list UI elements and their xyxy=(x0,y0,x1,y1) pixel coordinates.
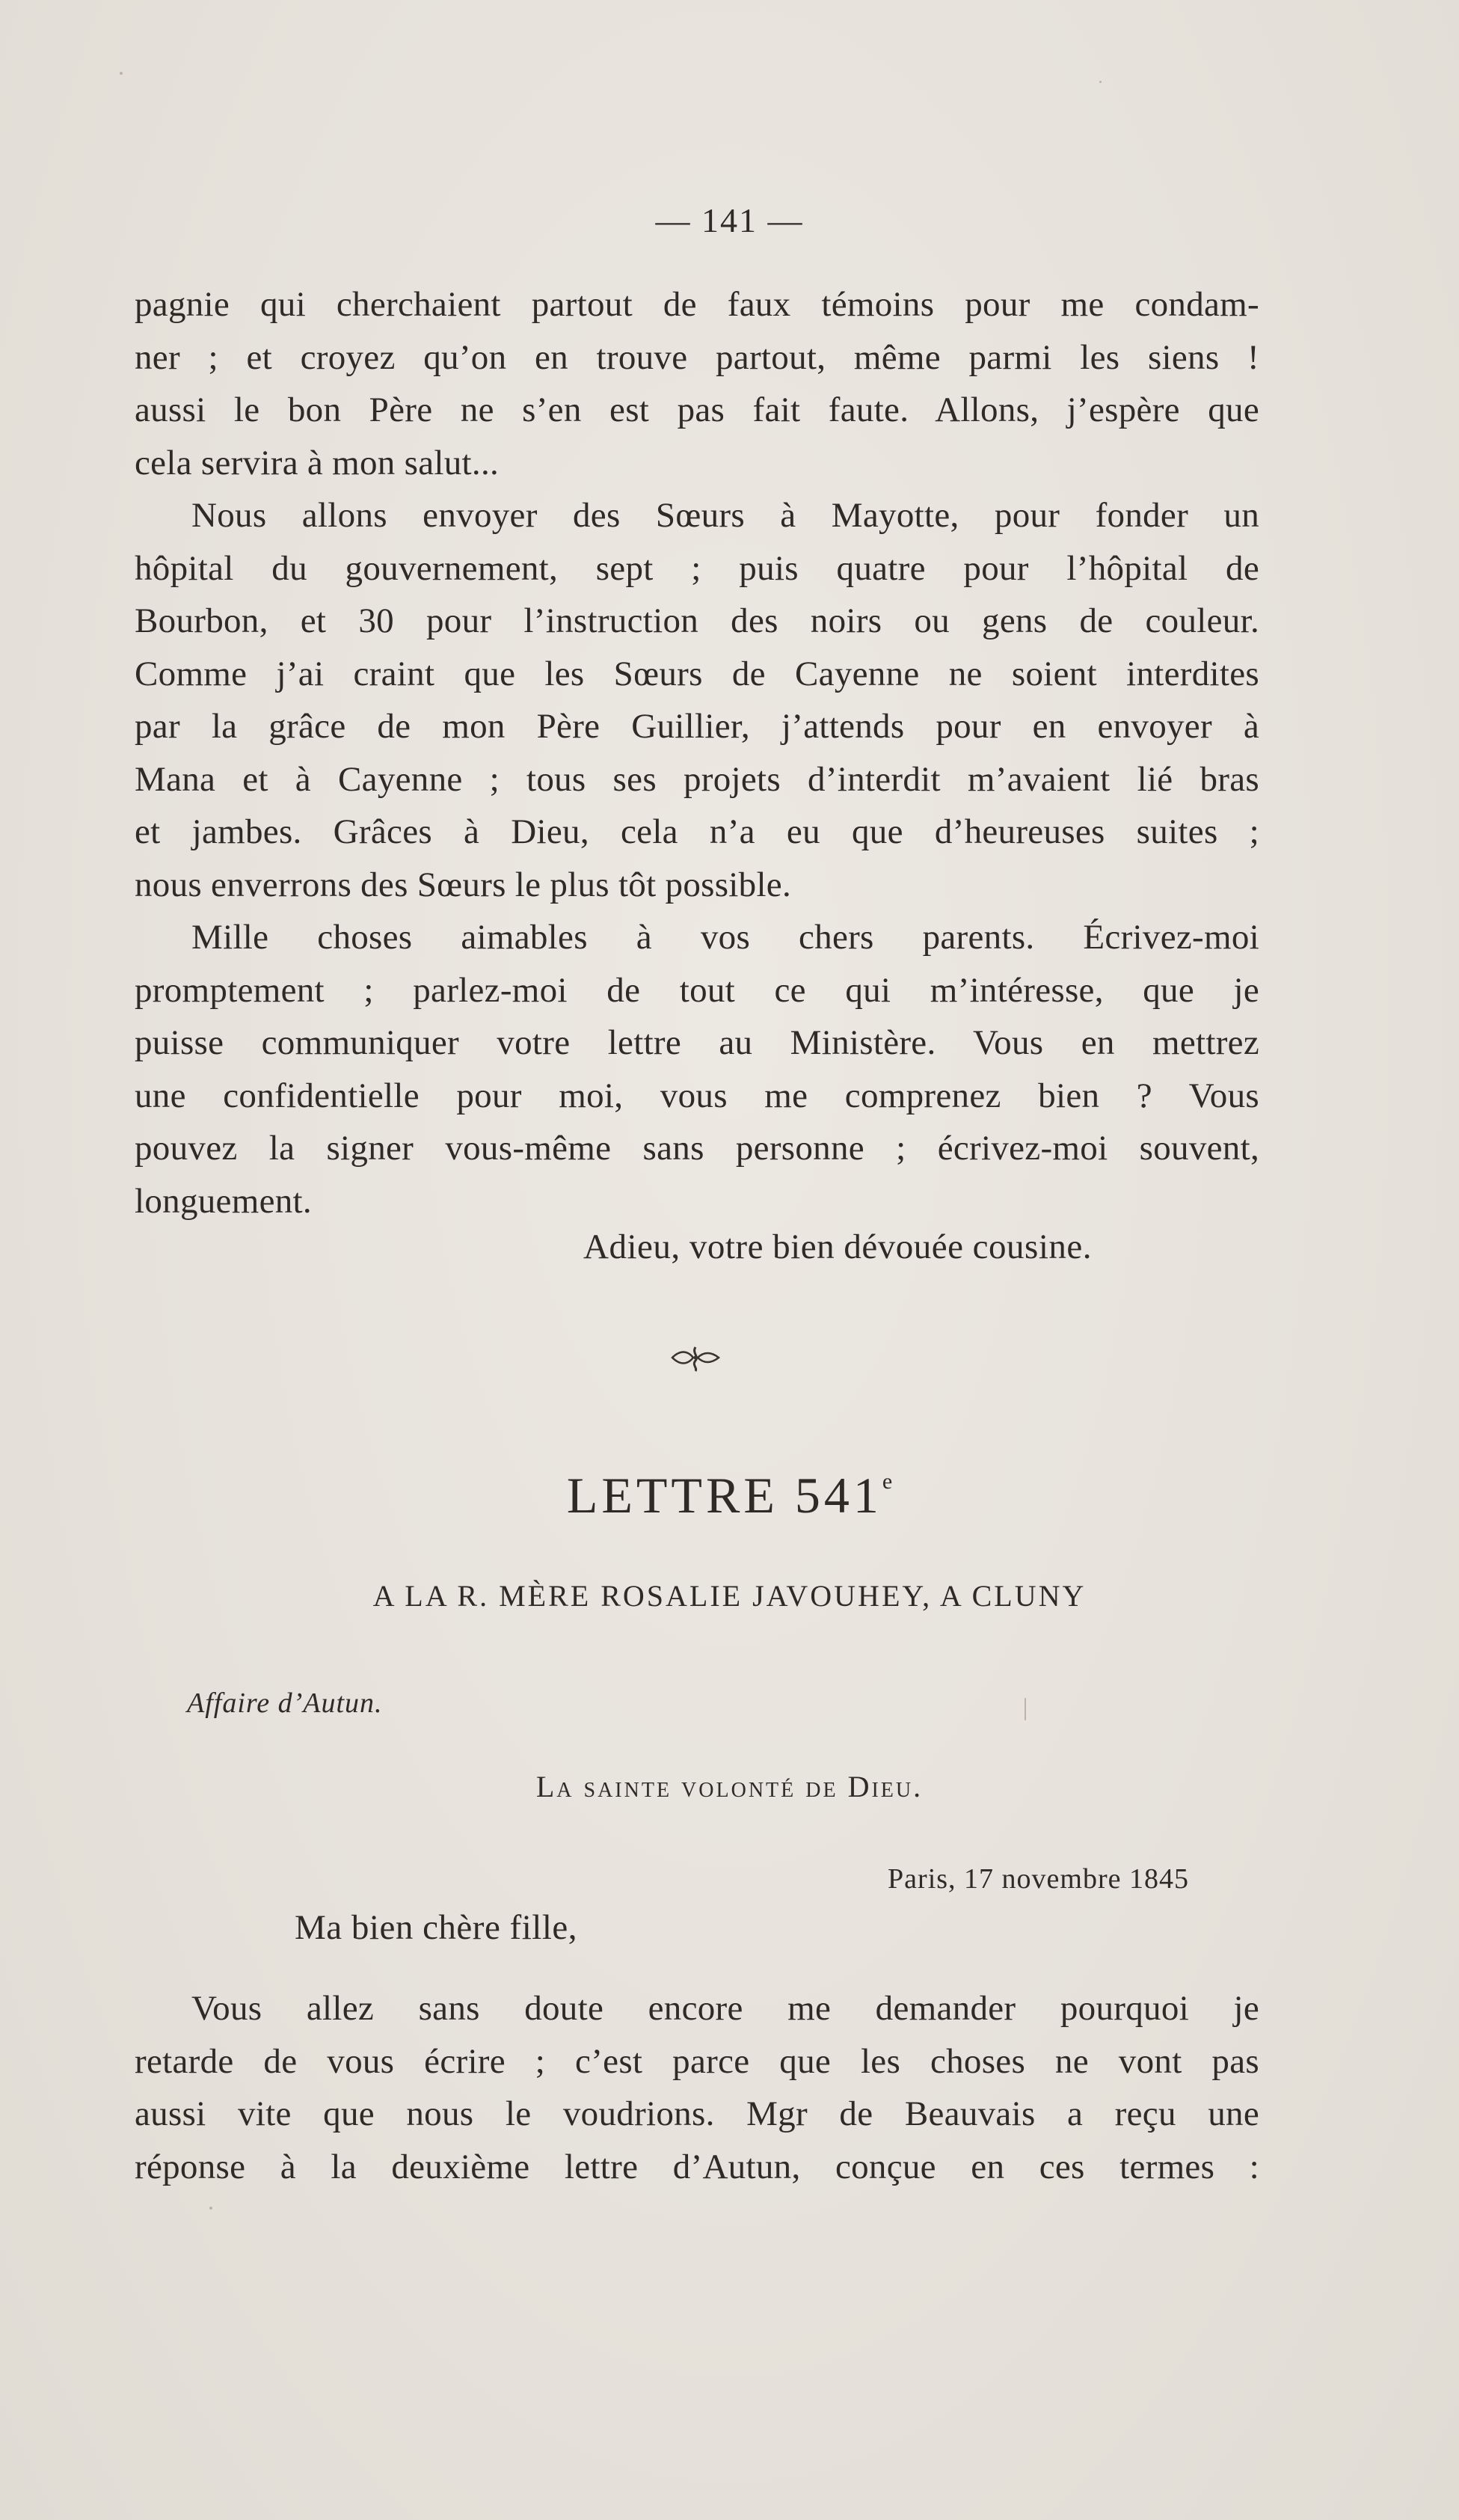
letter-subject: Affaire d’Autun. xyxy=(187,1687,383,1719)
letter-title xyxy=(0,1466,1459,1525)
text-line: Comme j’ai craint que les Sœurs de Cayenne ne soient interdites xyxy=(135,654,1259,693)
text-line: une confidentielle pour moi, vous me comprenez bien ? Vous xyxy=(135,1076,1259,1115)
fleuron-ornament-icon xyxy=(669,1343,722,1373)
letter-motto: La sainte volonté de Dieu. xyxy=(535,1770,924,1803)
paper-speck xyxy=(1099,81,1102,83)
letter-title-superscript: e xyxy=(882,1469,893,1494)
continued-paragraph-3 xyxy=(135,911,1259,1227)
text-line: aussi vite que nous le voudrions. Mgr de Beauvais a reçu une xyxy=(135,2094,1259,2133)
text-line: retarde de vous écrire ; c’est parce que les choses ne vont pas xyxy=(135,2041,1259,2081)
paper-speck xyxy=(209,2207,212,2210)
text-line: aussi le bon Père ne s’en est pas fait faute. Allons, j’espère que xyxy=(135,390,1259,429)
paper-speck xyxy=(1025,1698,1026,1720)
letter-dateline: Paris, 17 novembre 1845 xyxy=(888,1863,1189,1895)
letter-title-text: LETTRE 541 xyxy=(566,1467,882,1524)
text-line: hôpital du gouvernement, sept ; puis quatre pour l’hôpital de xyxy=(135,548,1259,588)
text-line: pagnie qui cherchaient partout de faux témoins pour me condam- xyxy=(135,285,1259,324)
letter-addressee: A LA R. MÈRE ROSALIE JAVOUHEY, A CLUNY xyxy=(372,1579,1087,1613)
letter-salutation: Ma bien chère fille, xyxy=(295,1908,577,1947)
text-line: Nous allons envoyer des Sœurs à Mayotte, pour fonder un xyxy=(191,496,1259,535)
text-line: pouvez la signer vous-même sans personne ; écrivez-moi souvent, xyxy=(135,1129,1259,1168)
text-line: nous enverrons des Sœurs le plus tôt possible. xyxy=(135,865,792,904)
text-line: ner ; et croyez qu’on en trouve partout, même parmi les siens ! xyxy=(135,337,1259,377)
text-line: réponse à la deuxième lettre d’Autun, conçue en ces termes : xyxy=(135,2147,1259,2186)
text-line: cela servira à mon salut... xyxy=(135,443,500,482)
text-line: Mille choses aimables à vos chers parents. Écrivez-moi xyxy=(191,918,1259,957)
new-letter-paragraph-1 xyxy=(135,1982,1259,2193)
text-line: longuement. xyxy=(135,1181,312,1221)
page-number: — 141 — xyxy=(655,201,804,239)
continued-paragraph-1 xyxy=(135,278,1259,489)
text-line: et jambes. Grâces à Dieu, cela n’a eu que d’heureuses suites ; xyxy=(135,812,1259,851)
paper-speck xyxy=(120,72,123,75)
text-line: Mana et à Cayenne ; tous ses projets d’interdit m’avaient lié bras xyxy=(135,759,1259,799)
text-line: promptement ; parlez-moi de tout ce qui m’intéresse, que je xyxy=(135,970,1259,1010)
text-line: Vous allez sans doute encore me demander pourquoi je xyxy=(191,1989,1259,2028)
text-line: Bourbon, et 30 pour l’instruction des noirs ou gens de couleur. xyxy=(135,601,1259,640)
text-line: puisse communiquer votre lettre au Ministère. Vous en mettrez xyxy=(135,1023,1259,1062)
continued-paragraph-2 xyxy=(135,489,1259,911)
signoff: Adieu, votre bien dévouée cousine. xyxy=(583,1227,1093,1266)
text-line: par la grâce de mon Père Guillier, j’attends pour en envoyer à xyxy=(135,707,1259,746)
